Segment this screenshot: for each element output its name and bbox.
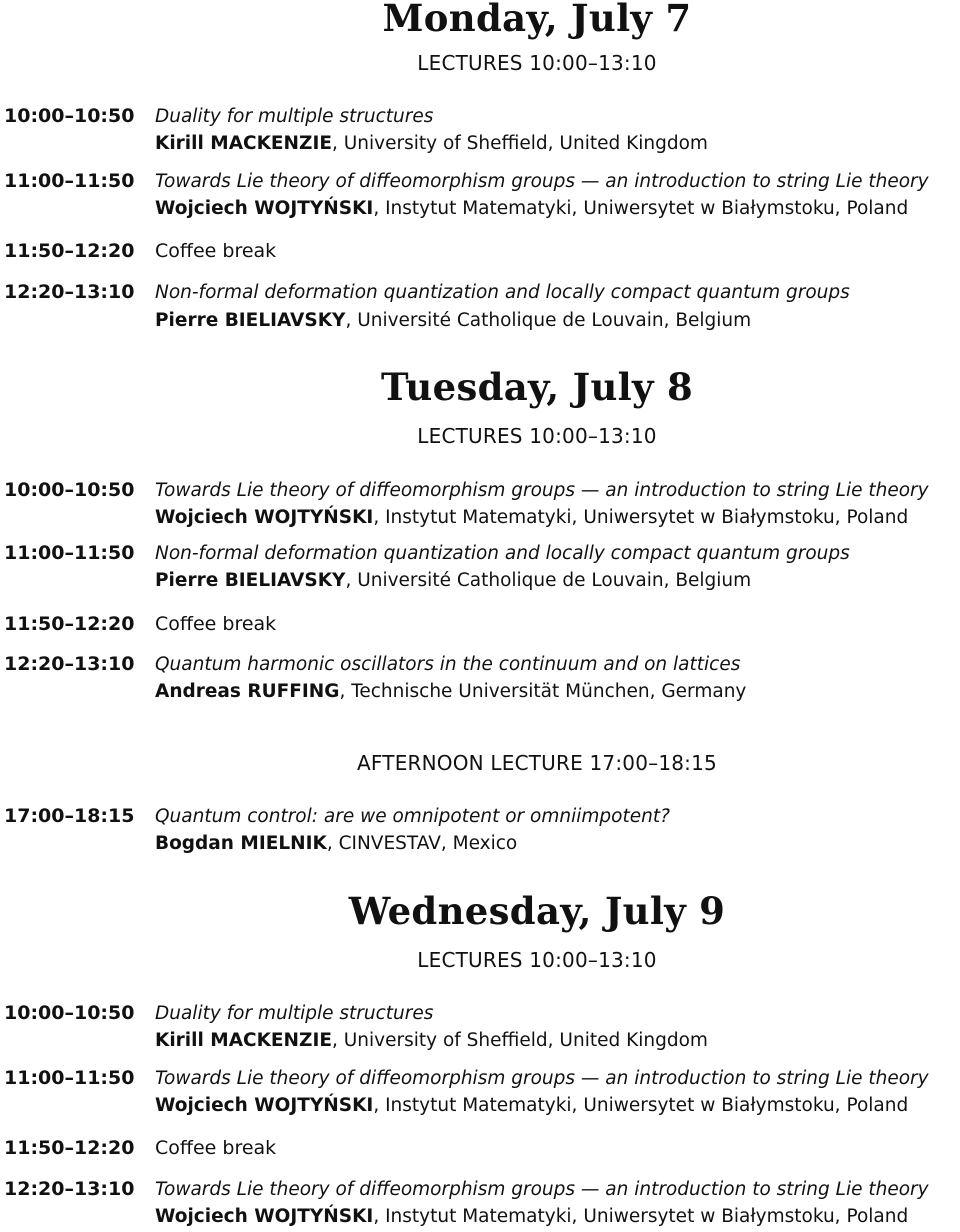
speaker-name: Kirill MACKENZIE	[155, 1030, 332, 1051]
speaker-affiliation: , Instytut Matematyki, Uniwersytet w Białymstoku, Poland	[373, 198, 909, 219]
speaker-line	[155, 570, 751, 591]
speaker-name: Pierre BIELIAVSKY	[155, 310, 346, 331]
day-title: Tuesday, July 8	[380, 365, 694, 409]
speaker-name: Bogdan MIELNIK	[155, 833, 327, 854]
talk-title: Non-formal deformation quantization and locally compact quantum groups	[155, 282, 850, 303]
talk-title: Duality for multiple structures	[155, 1003, 434, 1024]
slot-time: 10:00–10:50	[4, 105, 135, 127]
slot-time: 11:50–12:20	[4, 613, 135, 635]
talk-title: Quantum control: are we omnipotent or omniimpotent?	[155, 806, 670, 827]
coffee-break: Coffee break	[155, 613, 277, 635]
speaker-name: Wojciech WOJTYŃSKI	[155, 1206, 374, 1227]
speaker-line	[155, 310, 751, 331]
speaker-affiliation: , Université Catholique de Louvain, Belgium	[345, 570, 752, 591]
talk-title: Quantum harmonic oscillators in the continuum and on lattices	[155, 654, 741, 675]
speaker-name: Wojciech WOJTYŃSKI	[155, 507, 374, 528]
talk-title: Towards Lie theory of diffeomorphism groups — an introduction to string Lie theory	[155, 1068, 929, 1089]
speaker-line	[155, 1206, 908, 1227]
coffee-break: Coffee break	[155, 1137, 277, 1159]
day-title: Wednesday, July 9	[348, 889, 726, 933]
speaker-affiliation: , Université Catholique de Louvain, Belgium	[345, 310, 752, 331]
lectures-label: LECTURES 10:00–13:10	[417, 51, 657, 75]
speaker-name: Wojciech WOJTYŃSKI	[155, 198, 374, 219]
slot-time: 12:20–13:10	[4, 653, 135, 675]
speaker-name: Kirill MACKENZIE	[155, 133, 332, 154]
slot-time: 12:20–13:10	[4, 1178, 135, 1200]
speaker-line	[155, 507, 908, 528]
slot-time: 10:00–10:50	[4, 479, 135, 501]
coffee-break: Coffee break	[155, 240, 277, 262]
speaker-name: Pierre BIELIAVSKY	[155, 570, 346, 591]
talk-title: Non-formal deformation quantization and locally compact quantum groups	[155, 543, 850, 564]
speaker-affiliation: , Instytut Matematyki, Uniwersytet w Białymstoku, Poland	[373, 1206, 909, 1227]
speaker-affiliation: , University of Sheffield, United Kingdom	[331, 133, 708, 154]
talk-title: Towards Lie theory of diffeomorphism groups — an introduction to string Lie theory	[155, 480, 929, 501]
speaker-line	[155, 133, 708, 154]
slot-time: 11:50–12:20	[4, 240, 135, 262]
day-title: Monday, July 7	[382, 0, 692, 40]
speaker-line	[155, 833, 517, 854]
lectures-label: LECTURES 10:00–13:10	[417, 424, 657, 448]
speaker-line	[155, 198, 908, 219]
speaker-affiliation: , Instytut Matematyki, Uniwersytet w Białymstoku, Poland	[373, 507, 909, 528]
speaker-affiliation: , Instytut Matematyki, Uniwersytet w Białymstoku, Poland	[373, 1095, 909, 1116]
speaker-affiliation: , Technische Universität München, Germany	[339, 681, 747, 702]
speaker-line	[155, 1095, 908, 1116]
slot-time: 11:00–11:50	[4, 1067, 135, 1089]
talk-title: Towards Lie theory of diffeomorphism groups — an introduction to string Lie theory	[155, 1179, 929, 1200]
speaker-affiliation: , CINVESTAV, Mexico	[326, 833, 518, 854]
speaker-line	[155, 1030, 708, 1051]
slot-time: 12:20–13:10	[4, 281, 135, 303]
lectures-label: LECTURES 10:00–13:10	[417, 948, 657, 972]
speaker-name: Andreas RUFFING	[155, 681, 340, 702]
slot-time: 11:50–12:20	[4, 1137, 135, 1159]
talk-title: Duality for multiple structures	[155, 106, 434, 127]
slot-time: 17:00–18:15	[4, 805, 135, 827]
slot-time: 11:00–11:50	[4, 542, 135, 564]
speaker-affiliation: , University of Sheffield, United Kingdom	[331, 1030, 708, 1051]
speaker-line	[155, 681, 746, 702]
slot-time: 11:00–11:50	[4, 170, 135, 192]
speaker-name: Wojciech WOJTYŃSKI	[155, 1095, 374, 1116]
talk-title: Towards Lie theory of diffeomorphism groups — an introduction to string Lie theory	[155, 171, 929, 192]
slot-time: 10:00–10:50	[4, 1002, 135, 1024]
afternoon-label: AFTERNOON LECTURE 17:00–18:15	[357, 751, 717, 775]
